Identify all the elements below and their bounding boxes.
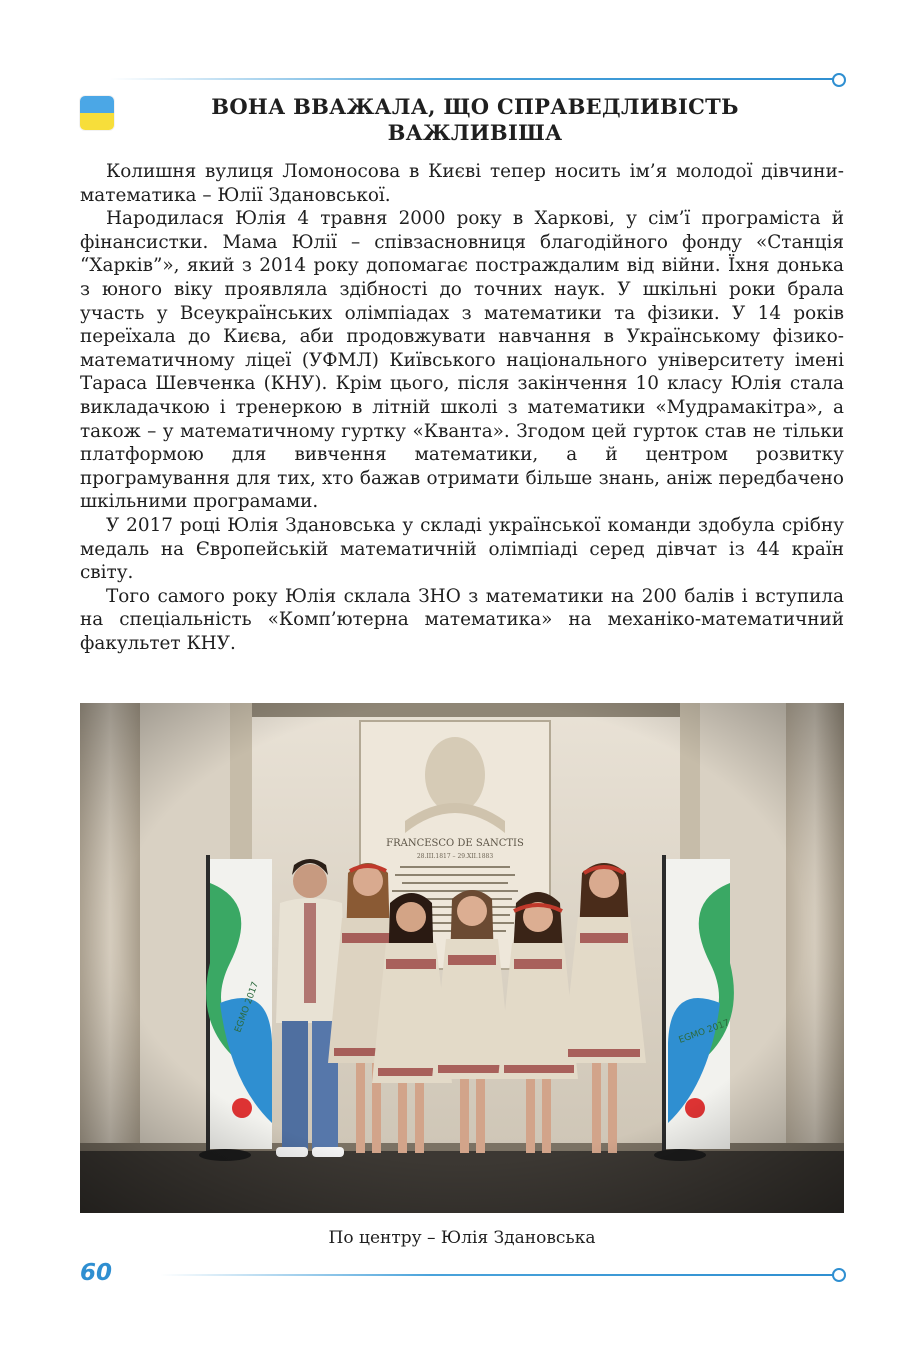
top-rule-end-dot: [832, 73, 846, 87]
team-photo-illustration: [80, 703, 844, 1213]
paragraph-4: Того самого року Юлія склала ЗНО з математики на 200 балів і вступила на спеціальність «Комп’ютерна математика» на механіко-математичний факультет КНУ.: [80, 585, 844, 654]
page-number: 60: [80, 1260, 113, 1286]
article-body: [80, 160, 844, 655]
paragraph-3: У 2017 році Юлія Здановська у складі української команди здобула срібну медаль на Європейській математичній олімпіаді серед дівчат із 44 країн світу.: [80, 514, 844, 584]
paragraph-1: Колишня вулиця Ломоносова в Києві тепер носить ім’я молодої дівчини-математика – Юлії Здановської.: [80, 161, 844, 206]
section-title-line-2: ВАЖЛИВІША: [387, 120, 563, 145]
paragraph-2: Народилася Юлія 4 травня 2000 року в Харкові, у сім’ї програміста й фінансистки. Мама Юлії – співзасновниця благодійного фонду «Станція “Харків”», який з 2014 року допомагає постраждалим від війни. Їхня донька з юного віку проявляла здібності до точних наук. У шкільні роки брала участь у Всеукраїнських олімпіадах з математики та фізики. У 14 років переїхала до Києва, аби продовжувати навчання в Українському фізико-математичному ліцеї (УФМЛ) Київського національного університету імені Тараса Шевченка (КНУ). Крім цього, після закінчення 10 класу Юлія стала викладачкою і тренеркою в літній школі з математики «Мудрамакітра», а також – у математичному гуртку «Кванта». Згодом цей гурток став не тільки платформою для вивчення математики, а й центром розвитку програмування для тих, хто бажав отримати більше знань, аніж передбачено шкільними програмами.: [80, 208, 844, 513]
section-title: [150, 94, 800, 146]
ukraine-flag-icon: [80, 96, 114, 130]
section-title-line-1: ВОНА ВВАЖАЛА, ЩО СПРАВЕДЛИВІСТЬ: [211, 94, 739, 119]
bottom-rule-end-dot: [832, 1268, 846, 1282]
bottom-decorative-rule: [160, 1274, 836, 1276]
photo-caption: По центру – Юлія Здановська: [328, 1228, 596, 1248]
team-photo: [80, 703, 844, 1213]
top-decorative-rule: [110, 78, 836, 80]
